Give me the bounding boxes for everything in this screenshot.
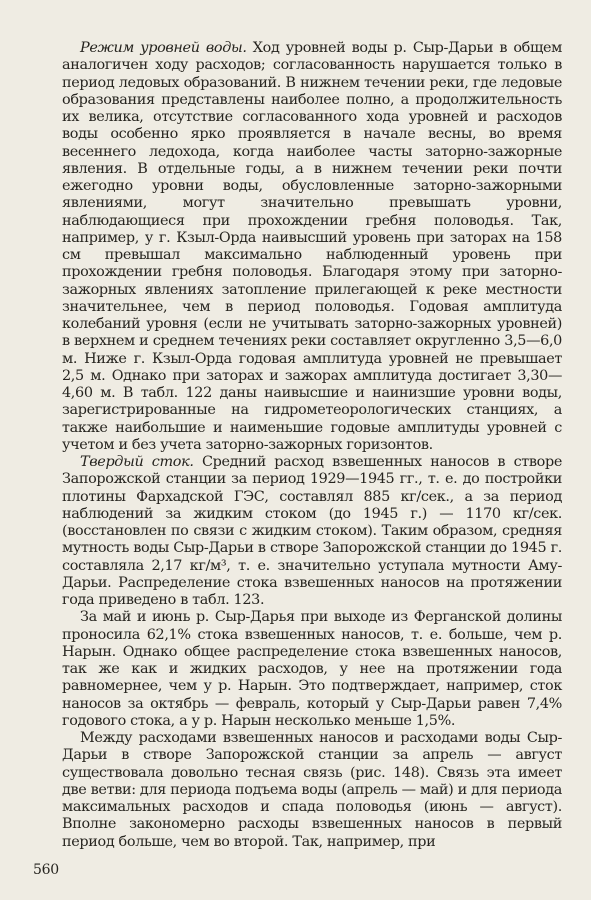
paragraph-body: За май и июнь р. Сыр-Дарья при выходе из Ферганской долины проносила 62,1% стока взвешенных наносов, т. е. больше, чем р. Нарын. Однако общее распределение стока взвешенных наносов, так же как и жидких расходов, у нее на протяжении года равномернее, чем у р. Нарын. Это подтверждает, например, сток наносов за октябрь — февраль, который у Сыр-Дарьи равен 7,4% годового стока, а у р. Нарын несколько меньше 1,5%. [62, 609, 562, 729]
paragraph-relationship [62, 730, 562, 851]
paragraph-water-levels [62, 40, 562, 454]
main-text [62, 40, 562, 851]
paragraph-body: Ход уровней воды р. Сыр-Дарьи в общем аналогичен ходу расходов; согласованность нарушается только в период ледовых образований. В нижнем течении реки, где ледовые образования представлены наиболее полно, а продолжительность их велика, отсутствие согласованного хода уровней и расходов воды особенно ярко проявляется в начале весны, во время весеннего ледохода, когда наиболее часты заторно-зажорные явления. В отдельные годы, а в нижнем течении реки почти ежегодно уровни воды, обусловленные заторно-зажорными явлениями, могут значительно превышать уровни, наблюдающиеся при прохождении гребня половодья. Так, например, у г. Кзыл-Орда наивысший уровень при заторах на 158 см превышал максимально наблюденный уровень при прохождении гребня половодья. Благодаря этому при заторно-зажорных явлениях затопление прилегающей к реке местности значительнее, чем в период половодья. Годовая амплитуда колебаний уровня (если не учитывать заторно-зажорных уровней) в верхнем и среднем течениях реки составляет округленно 3,5—6,0 м. Ниже г. Кзыл-Орда годовая амплитуда уровней не превышает 2,5 м. Однако при заторах и зажорах амплитуда достигает 3,30—4,60 м. В табл. 122 даны наивысшие и наинизшие уровни воды, зарегистрированные на гидрометеорологических станциях, а также наибольшие и наименьшие годовые амплитуды уровней с учетом и без учета заторно-зажорных горизонтов. [62, 40, 562, 453]
paragraph-body: Средний расход взвешенных наносов в створе Запорожской станции за период 1929—1945 гг., т. е. до постройки плотины Фархадской ГЭС, составлял 885 кг/сек., а за период наблюдений за жидким стоком (до 1945 г.) — 1170 кг/сек. (восстановлен по связи с жидким стоком). Таким образом, средняя мутность воды Сыр-Дарьи в створе Запорожской станции до 1945 г. составляла 2,17 кг/м³, т. е. значительно уступала мутности Аму-Дарьи. Распределение стока взвешенных наносов на протяжении года приведено в табл. 123. [62, 454, 562, 608]
section-heading-solid-runoff: Твердый сток. [80, 454, 194, 470]
section-heading-water-levels: Режим уровней воды. [80, 40, 247, 56]
paragraph-may-june [62, 609, 562, 730]
page-number: 560 [33, 862, 59, 878]
paragraph-body: Между расходами взвешенных наносов и расходами воды Сыр-Дарьи в створе Запорожской станции за апрель — август существовала довольно тесная связь (рис. 148). Связь эта имеет две ветви: для периода подъема воды (апрель — май) и для периода максимальных расходов и спада половодья (июнь — август). Вполне закономерно расходы взвешенных наносов в первый период больше, чем во второй. Так, например, при [62, 730, 562, 850]
paragraph-solid-runoff [62, 454, 562, 609]
